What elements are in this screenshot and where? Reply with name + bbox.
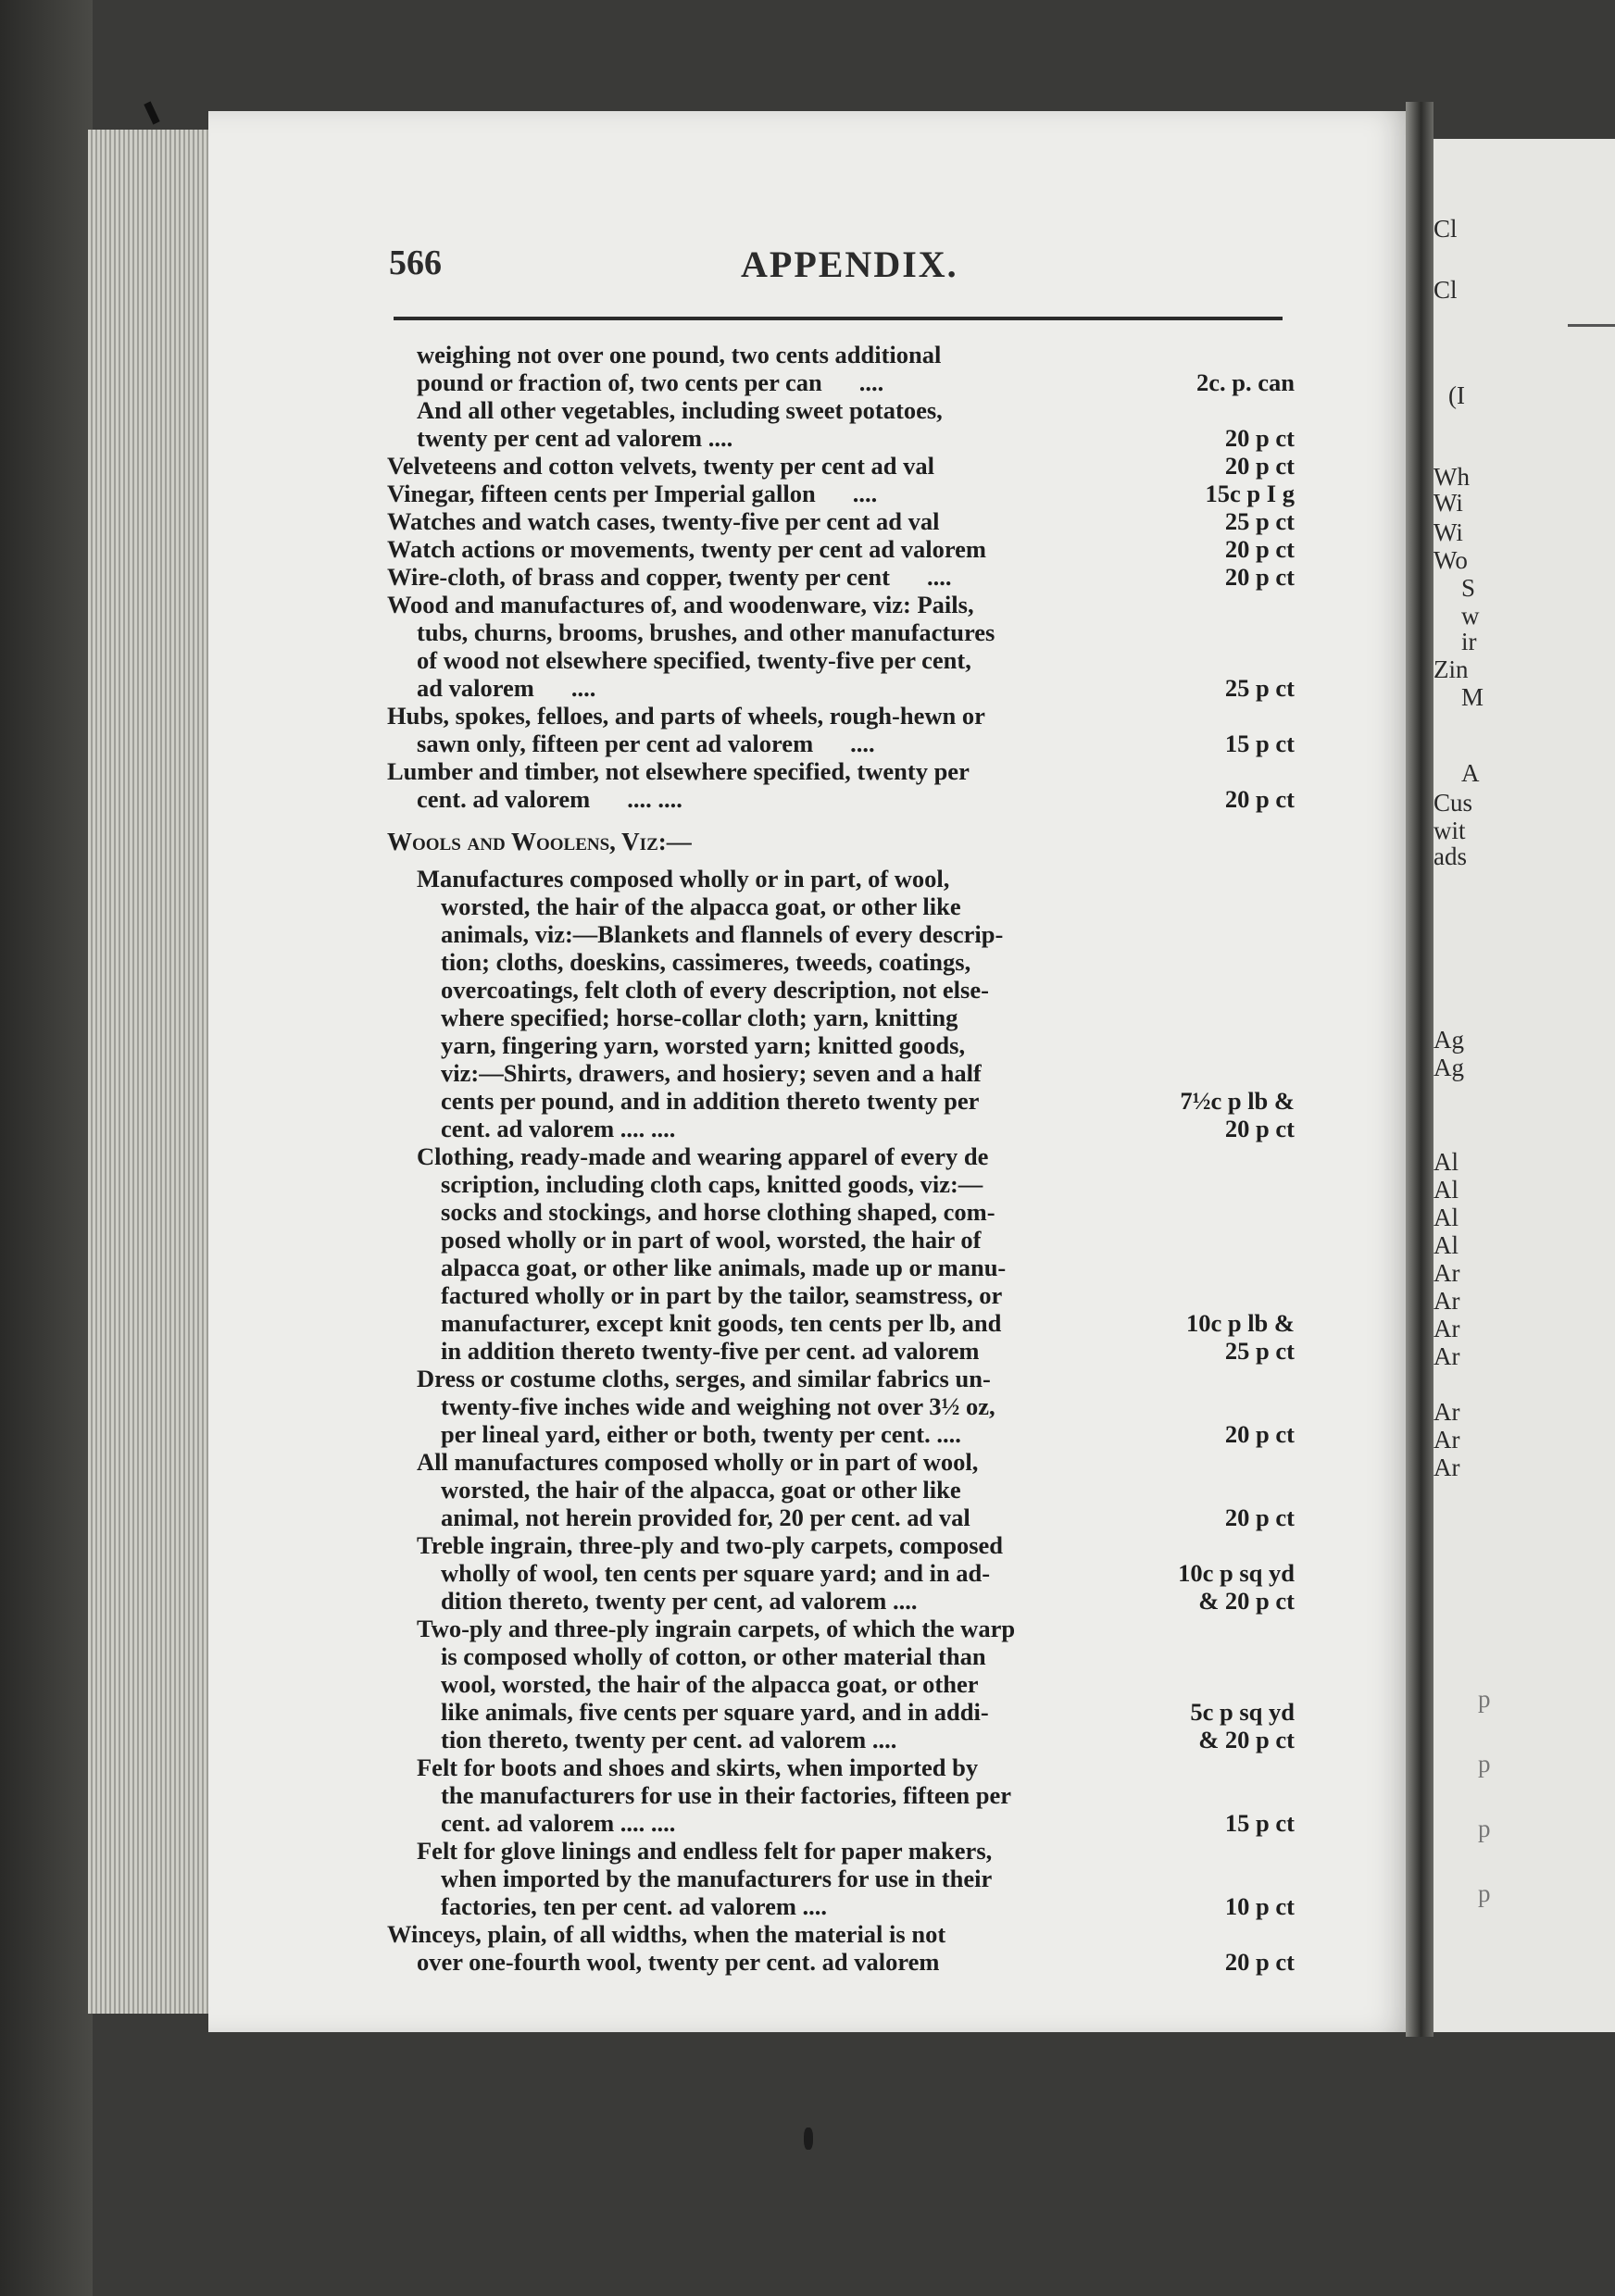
entry-line: Watches and watch cases, twenty-five per cent ad val [387,507,940,535]
facing-page-fragment: p [1478,1750,1491,1778]
rate-line: 7½c p lb & [1180,1087,1295,1115]
entry-description [387,1920,1128,1976]
dot-leader: .... [926,563,952,591]
dot-leader: .... [852,480,878,507]
entry-line: overcoatings, felt cloth of every description, not else- [441,976,989,1004]
entry-line: scription, including cloth caps, knitted goods, viz:— [441,1170,983,1198]
entry-line: Velveteens and cotton velvets, twenty per cent ad val [387,452,935,480]
entry-rate [1128,1809,1295,1837]
entry-line: socks and stockings, and horse clothing shaped, com- [441,1198,995,1226]
rate-line: 15 p ct [1224,1809,1295,1837]
entry-line: weighing not over one pound, two cents additional [417,341,942,368]
tariff-entry [387,1753,1295,1837]
facing-page-fragment: Wh [1433,463,1470,491]
facing-page-fragment: p [1478,1815,1491,1842]
entry-rate [1128,1309,1295,1365]
facing-page-fragment: p [1478,1685,1491,1713]
entry-line: factured wholly or in part by the tailor, seamstress, or [441,1281,1003,1309]
dot-leader: .... .... [627,785,682,813]
rate-line: 20 p ct [1224,535,1295,563]
facing-page-fragment: Al [1433,1204,1459,1231]
entry-line: Felt for glove linings and endless felt for paper makers, [417,1837,993,1865]
facing-page-fragment: M [1461,683,1484,711]
book-page-edges [88,130,218,2014]
facing-page-fragment: wit [1433,817,1466,844]
facing-page-fragment: S [1461,574,1476,602]
facing-page-fragment: ads [1433,842,1467,870]
entry-rate [1128,1559,1295,1615]
tariff-entry [387,1142,1295,1365]
entry-rate [1128,480,1295,507]
entry-line: cent. ad valorem .... .... [441,1809,676,1837]
entry-rate [1128,452,1295,480]
book-gutter [1406,102,1433,2037]
entry-rate [1128,507,1295,535]
dot-leader: .... [850,730,875,757]
entry-line: cent. ad valorem .... .... [417,785,682,813]
entry-rate [1128,368,1295,396]
facing-page-fragment: Ag [1433,1054,1464,1081]
entry-description [387,865,1128,1142]
dot-leader: .... [570,674,596,702]
entry-description [387,563,1128,591]
entry-line: animal, not herein provided for, 20 per cent. ad val [441,1504,970,1531]
facing-page [1433,139,1615,2032]
scan-speck [804,2128,813,2150]
entry-line: worsted, the hair of the alpacca, goat or other like [441,1476,961,1504]
entry-description [387,702,1128,757]
entry-line: of wood not elsewhere specified, twenty-five per cent, [417,646,971,674]
entry-line: worsted, the hair of the alpacca goat, or other like [441,892,961,920]
rate-line: & 20 p ct [1198,1587,1295,1615]
entry-line: per lineal yard, either or both, twenty per cent. .... [441,1420,961,1448]
rate-line: 10c p lb & [1185,1309,1295,1337]
entry-line: Treble ingrain, three-ply and two-ply carpets, composed [417,1531,1004,1559]
entry-line: All manufactures composed wholly or in part of wool, [417,1448,979,1476]
rate-line: 10 p ct [1224,1892,1295,1920]
rate-line: 20 p ct [1224,563,1295,591]
entry-description [387,535,1128,563]
tariff-entry [387,1448,1295,1531]
entry-description [387,1531,1128,1615]
tariff-entry [387,396,1295,452]
rate-line: 20 p ct [1224,1420,1295,1448]
tariff-entries-top [387,341,1295,813]
facing-page-fragment: ir [1461,628,1477,655]
entry-line: tion thereto, twenty per cent. ad valorem .... [441,1726,897,1753]
running-head: APPENDIX. [741,243,958,285]
entry-line: And all other vegetables, including sweet potatoes, [417,396,943,424]
entry-description [387,757,1128,813]
entry-description [387,1448,1128,1531]
entry-line: Two-ply and three-ply ingrain carpets, of which the warp [417,1615,1016,1642]
rate-line: 20 p ct [1224,785,1295,813]
entry-line: like animals, five cents per square yard, and in addi- [441,1698,989,1726]
rate-line: 20 p ct [1224,452,1295,480]
entry-line: posed wholly or in part of wool, worsted, the hair of [441,1226,982,1254]
rate-line: & 20 p ct [1198,1726,1295,1753]
entry-line: Wire-cloth, of brass and copper, twenty per cent .... [387,563,952,591]
entry-rate [1128,1948,1295,1976]
entry-line: when imported by the manufacturers for use in their [441,1865,993,1892]
entry-description [387,480,1128,507]
entry-line: Vinegar, fifteen cents per Imperial gallon .... [387,480,878,507]
entry-description [387,1142,1128,1365]
entry-line: Wood and manufactures of, and woodenware, viz: Pails, [387,591,974,618]
facing-page-fragment: Zin [1433,655,1469,683]
entry-line: animals, viz:—Blankets and flannels of every descrip- [441,920,1004,948]
rate-line: 20 p ct [1224,424,1295,452]
entry-rate [1128,424,1295,452]
entry-description [387,507,1128,535]
facing-page-fragment: Ar [1433,1342,1460,1370]
entry-description [387,396,1128,452]
tariff-entry [387,341,1295,396]
entry-line: tion; cloths, doeskins, cassimeres, tweeds, coatings, [441,948,971,976]
entry-line: Watch actions or movements, twenty per cent ad valorem [387,535,986,563]
entry-rate [1128,1087,1295,1142]
facing-page-fragment: Ag [1433,1026,1464,1054]
facing-page-fragment: (I [1448,381,1465,409]
tariff-entry [387,1920,1295,1976]
facing-page-fragment: Wi [1433,518,1463,546]
tariff-entry [387,563,1295,591]
entry-line: is composed wholly of cotton, or other material than [441,1642,986,1670]
entry-line: alpacca goat, or other like animals, made up or manu- [441,1254,1007,1281]
entry-line: wholly of wool, ten cents per square yard; and in ad- [441,1559,991,1587]
entry-rate [1128,1420,1295,1448]
facing-page-fragment: p [1478,1879,1491,1907]
entry-rate [1128,730,1295,757]
entry-description [387,452,1128,480]
facing-page-fragment: Ar [1433,1426,1460,1454]
tariff-entry [387,535,1295,563]
entry-line: tubs, churns, brooms, brushes, and other manufactures [417,618,995,646]
entry-line: Manufactures composed wholly or in part, of wool, [417,865,950,892]
entry-line: where specified; horse-collar cloth; yarn, knitting [441,1004,958,1031]
entry-description [387,1365,1128,1448]
entry-line: dition thereto, twenty per cent, ad valorem .... [441,1587,918,1615]
tariff-entry [387,507,1295,535]
tariff-entry [387,1365,1295,1448]
facing-page-fragment: Ar [1433,1315,1460,1342]
entry-rate [1128,1892,1295,1920]
facing-page-fragment: Cus [1433,789,1473,817]
facing-page-fragment: Cl [1433,215,1458,243]
tariff-entry [387,480,1295,507]
entry-line: Dress or costume cloths, serges, and similar fabrics un- [417,1365,991,1392]
entry-line: Winceys, plain, of all widths, when the material is not [387,1920,946,1948]
entry-description [387,341,1128,396]
entry-line: viz:—Shirts, drawers, and hosiery; seven and a half [441,1059,982,1087]
facing-page-fragment: Wi [1433,489,1463,517]
facing-header-rule [1568,324,1615,327]
rate-line: 25 p ct [1224,507,1295,535]
entry-line: cents per pound, and in addition thereto twenty per [441,1087,980,1115]
entry-line: ad valorem .... [417,674,596,702]
entry-line: Hubs, spokes, felloes, and parts of wheels, rough-hewn or [387,702,985,730]
facing-page-fragment: Al [1433,1231,1459,1259]
entry-rate [1128,563,1295,591]
entry-rate [1128,1504,1295,1531]
facing-page-fragment: Ar [1433,1287,1460,1315]
tariff-entry [387,452,1295,480]
entry-line: pound or fraction of, two cents per can .... [417,368,884,396]
tariff-entry [387,702,1295,757]
facing-page-fragment: A [1461,759,1480,787]
entry-line: Clothing, ready-made and wearing apparel of every de [417,1142,989,1170]
entry-rate [1128,535,1295,563]
facing-page-fragment: Wo [1433,546,1468,574]
header-rule [394,317,1283,320]
scan-background-edge [0,0,93,2296]
rate-line: 20 p ct [1224,1504,1295,1531]
entry-description [387,591,1128,702]
facing-page-fragment: Ar [1433,1259,1460,1287]
entry-line: twenty-five inches wide and weighing not over 3½ oz, [441,1392,995,1420]
entry-rate [1128,785,1295,813]
tariff-entry [387,1837,1295,1920]
entry-line: over one-fourth wool, twenty per cent. ad valorem [417,1948,940,1976]
entry-description [387,1753,1128,1837]
entry-line: cent. ad valorem .... .... [441,1115,676,1142]
page-header [389,243,1278,289]
tariff-entry [387,865,1295,1142]
rate-line: 20 p ct [1224,1948,1295,1976]
tariff-entry [387,1531,1295,1615]
entry-line: manufacturer, except knit goods, ten cents per lb, and [441,1309,1002,1337]
entry-line: twenty per cent ad valorem .... [417,424,733,452]
rate-line: 15c p I g [1205,480,1295,507]
tariff-entry [387,757,1295,813]
rate-line: 20 p ct [1224,1115,1295,1142]
entry-description [387,1615,1128,1753]
entry-line: yarn, fingering yarn, worsted yarn; knitted goods, [441,1031,966,1059]
rate-line: 10c p sq yd [1178,1559,1295,1587]
rate-line: 25 p ct [1224,1337,1295,1365]
entry-line: Lumber and timber, not elsewhere specified, twenty per [387,757,970,785]
rate-line: 5c p sq yd [1190,1698,1295,1726]
scan-speck [144,101,159,124]
tariff-entry [387,591,1295,702]
tariff-entry [387,1615,1295,1753]
tariff-entries-wools [387,865,1295,1976]
entry-line: Felt for boots and shoes and skirts, when imported by [417,1753,979,1781]
entry-line: in addition thereto twenty-five per cent. ad valorem [441,1337,980,1365]
rate-line: 15 p ct [1224,730,1295,757]
entry-description [387,1837,1128,1920]
facing-page-fragment: w [1461,602,1480,630]
tariff-entries [387,341,1295,1976]
rate-line: 2c. p. can [1196,368,1295,396]
entry-line: factories, ten per cent. ad valorem .... [441,1892,828,1920]
facing-page-fragment: Cl [1433,276,1458,304]
entry-rate [1128,674,1295,702]
facing-page-fragment: Ar [1433,1398,1460,1426]
facing-page-fragment: Al [1433,1176,1459,1204]
entry-line: the manufacturers for use in their factories, fifteen per [441,1781,1011,1809]
facing-page-fragment: Al [1433,1148,1459,1176]
dot-leader: .... [858,368,884,396]
section-heading: Wools and Woolens, Viz:— [387,828,692,855]
entry-line: sawn only, fifteen per cent ad valorem .... [417,730,875,757]
entry-line: wool, worsted, the hair of the alpacca goat, or other [441,1670,979,1698]
facing-page-fragment: Ar [1433,1454,1460,1481]
rate-line: 25 p ct [1224,674,1295,702]
entry-rate [1128,1698,1295,1753]
page-number: 566 [389,243,442,282]
